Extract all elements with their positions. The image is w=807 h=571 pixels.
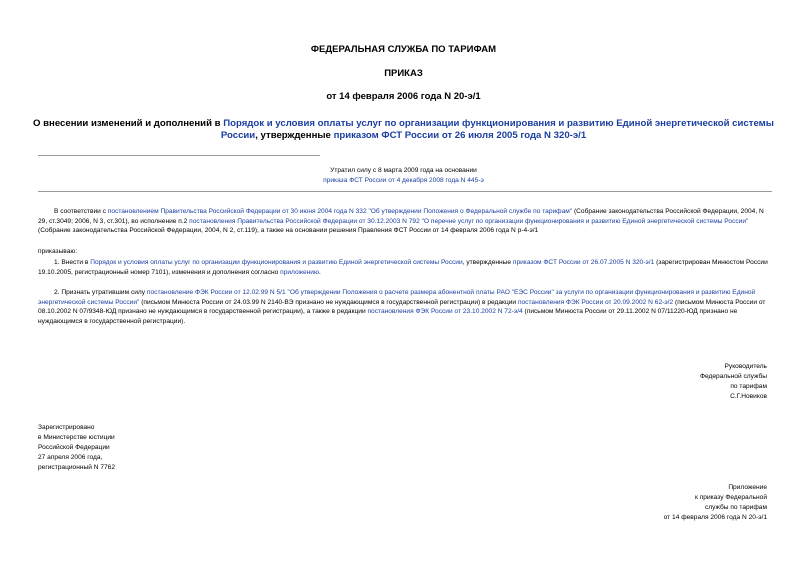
preamble-text-1: В соответствии с [54, 208, 108, 215]
appendix-block [664, 483, 767, 523]
item-2-text-4: (письмом Минюста России от 29.11.2002 N 07/11220-ЮД признано не нуждающимся в государственной регистрации). [38, 308, 738, 325]
item-2-link-fek-decree-72[interactable]: постановления ФЭК России от 23.10.2002 N 72-э/4 [367, 308, 523, 316]
signature-line-3: по тарифам [730, 383, 767, 390]
signature-line-2: Федеральной службы [699, 373, 767, 380]
registration-block [38, 423, 115, 473]
appendix-line-2: к приказу Федеральной [695, 494, 767, 501]
registration-line-5: регистрационный N 7762 [38, 464, 116, 471]
divider-short [38, 155, 320, 156]
doc-type-heading: ПРИКАЗ [384, 68, 423, 79]
status-link-repeal-order[interactable]: приказа ФСТ России от 4 декабря 2008 года N 445-э [323, 176, 484, 184]
title-link-fst-order[interactable]: приказом ФСТ России от 26 июля 2005 года N 320-э/1 [333, 130, 587, 141]
preamble-text-3: (Собрание законодательства Российской Федерации, 2004, N 2, ст.119), а также на основании решения Правления ФСТ России от 14 февраля 2006 года N р-4-э/1 [38, 227, 539, 235]
doc-date-heading: от 14 февраля 2006 года N 20-э/1 [326, 91, 481, 102]
registration-line-3: Российской Федерации [38, 444, 110, 451]
item-1-link-order-terms[interactable]: Порядок и условия оплаты услуг по организации функционирования и развитию Единой энергетической системы России [90, 259, 463, 266]
appendix-line-4: от 14 февраля 2006 года N 20-э/1 [663, 514, 767, 521]
registration-line-1: Зарегистрировано [38, 424, 95, 431]
item-1-link-fst-order[interactable]: приказом ФСТ России от 26.07.2005 N 320-э/1 [512, 259, 655, 266]
item-2-text-1: 2. Признать утратившим силу [54, 289, 147, 296]
item-1-paragraph [38, 258, 772, 277]
agency-heading: ФЕДЕРАЛЬНАЯ СЛУЖБА ПО ТАРИФАМ [310, 44, 497, 55]
preamble-text-2: (Собрание законодательства Российской Федерации, 2004, N 29, ст.3049; 2006, N 3, ст.301), во исполнение п.2 [38, 208, 764, 225]
item-1-text-3: (зарегистрирован Минюстом России 19.10.2005, регистрационный номер 7101), изменения и дополнения согласно [38, 259, 768, 276]
title-text-mid: , утвержденные [255, 130, 334, 141]
appendix-line-3: службы по тарифам [704, 504, 767, 511]
status-text: Утратил силу с 8 марта 2009 года на основании [330, 167, 477, 174]
signature-line-1: Руководитель [724, 363, 767, 370]
preamble-paragraph [38, 207, 772, 236]
signature-block [700, 362, 767, 402]
status-note [0, 166, 807, 185]
registration-line-2: в Министерстве юстиции [38, 434, 115, 441]
preamble-link-gov-decree-792[interactable]: постановления Правительства Российской Федерации от 30.12.2003 N 792 "О перечне услуг по организации функционирования и развитию Единой энергетической системы России" [189, 217, 749, 225]
divider-long [38, 191, 772, 192]
title-text-pre: О внесении изменений и дополнений в [33, 118, 224, 129]
preamble-link-gov-decree-332[interactable]: постановлением Правительства Российской Федерации от 30 июня 2004 года N 332 "Об утверждении Положения о Федеральной службе по тарифам" [107, 208, 573, 215]
document-title [30, 118, 777, 142]
registration-line-4: 27 апреля 2006 года, [38, 454, 103, 461]
item-2-link-fek-decree-5-1[interactable]: постановление ФЭК России от 12.02.99 N 5/1 "Об утверждении Положения о расчете размера абонентной платы РАО "ЕЭС России" за услуги по организации функционирования и развитию Единой энергетической системы России" [38, 289, 756, 306]
item-2-link-fek-decree-62[interactable]: постановления ФЭК России от 20.09.2002 N 62-э/2 [517, 298, 674, 306]
title-link-order-terms[interactable]: Порядок и условия оплаты услуг по организации функционирования и развитию Единой энергетической системы России [220, 118, 774, 141]
item-1-text-1: 1. Внести в [54, 259, 91, 266]
item-2-text-2: (письмом Минюста России от 24.03.99 N 2140-ВЭ признано не нуждающимся в государственной регистрации) в редакции [139, 298, 518, 306]
item-1-text-2: , утвержденные [462, 259, 513, 266]
appendix-line-1: Приложение [728, 484, 767, 491]
item-2-text-3: (письмом Минюста России от 08.10.2002 N 07/9348-ЮД признано не нуждающимся в государственной регистрации), а также в редакции [38, 298, 766, 316]
item-2-paragraph [38, 288, 772, 326]
item-1-link-appendix[interactable]: приложению [280, 268, 319, 276]
item-1-text-4: . [318, 268, 321, 276]
signature-name: С.Г.Новиков [730, 393, 767, 400]
orders-label: приказываю: [38, 248, 78, 255]
